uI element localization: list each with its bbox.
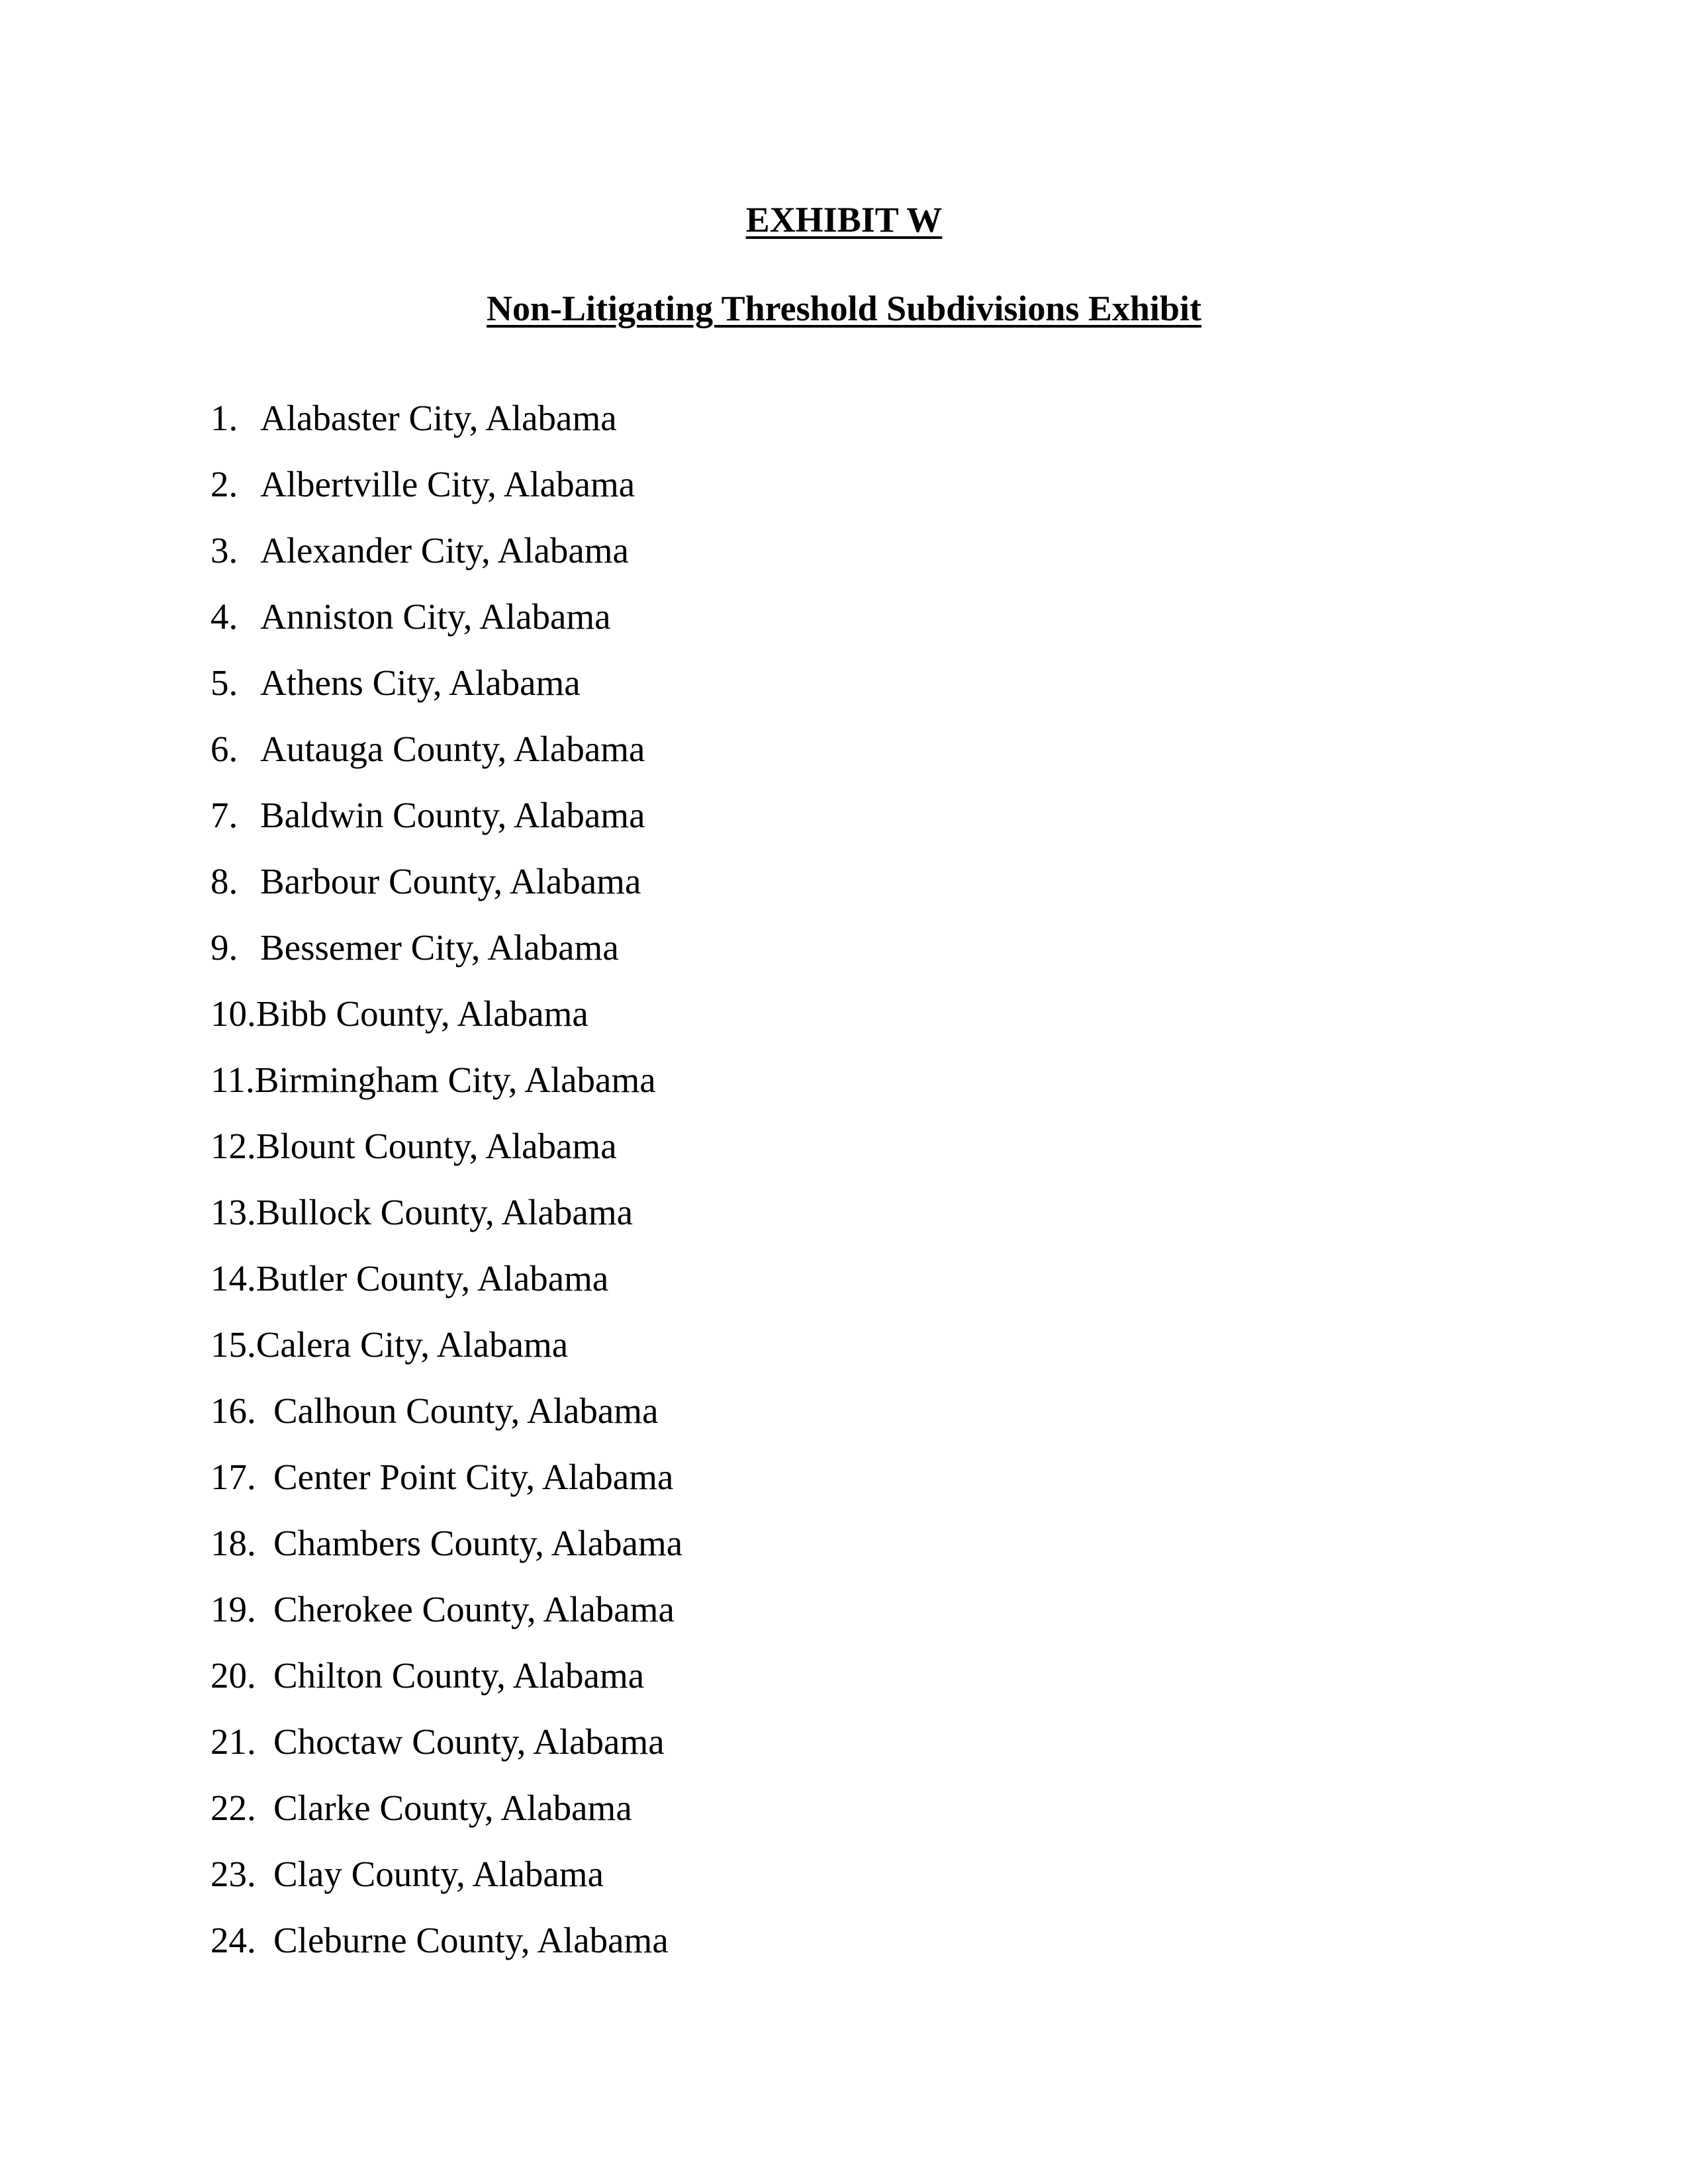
list-item <box>211 728 682 794</box>
item-number: 6. <box>211 729 238 769</box>
item-name: Alexander City, Alabama <box>260 530 629 570</box>
list-item <box>211 1456 682 1522</box>
list-item <box>211 1522 682 1588</box>
item-number: 16. <box>211 1390 256 1431</box>
item-name: Bessemer City, Alabama <box>260 927 619 968</box>
list-item <box>211 463 682 529</box>
item-number: 20. <box>211 1655 256 1696</box>
list-item <box>211 529 682 596</box>
item-name: Baldwin County, Alabama <box>260 795 645 835</box>
item-number: 15. <box>211 1324 256 1365</box>
item-name: Cherokee County, Alabama <box>273 1589 675 1629</box>
item-number: 22. <box>211 1788 256 1828</box>
item-name: Center Point City, Alabama <box>273 1457 674 1497</box>
subdivision-list <box>211 397 682 1985</box>
list-item <box>211 1588 682 1655</box>
item-name: Bullock County, Alabama <box>256 1192 633 1232</box>
item-number: 9. <box>211 927 238 968</box>
item-number: 18. <box>211 1523 256 1563</box>
list-item <box>211 596 682 662</box>
item-number: 14. <box>211 1258 256 1298</box>
item-number: 4. <box>211 596 238 637</box>
item-name: Autauga County, Alabama <box>260 729 645 769</box>
item-name: Albertville City, Alabama <box>260 464 635 504</box>
item-number: 19. <box>211 1589 256 1629</box>
item-number: 2. <box>211 464 238 504</box>
item-number: 8. <box>211 861 238 901</box>
item-name: Cleburne County, Alabama <box>273 1920 669 1960</box>
item-number: 3. <box>211 530 238 570</box>
item-name: Anniston City, Alabama <box>260 596 611 637</box>
item-name: Bibb County, Alabama <box>256 993 588 1034</box>
item-number: 5. <box>211 662 238 703</box>
item-number: 21. <box>211 1721 256 1762</box>
item-name: Chilton County, Alabama <box>273 1655 645 1696</box>
item-name: Blount County, Alabama <box>256 1126 617 1166</box>
item-name: Butler County, Alabama <box>256 1258 609 1298</box>
item-number: 12. <box>211 1126 256 1166</box>
item-number: 1. <box>211 398 238 438</box>
item-name: Chambers County, Alabama <box>273 1523 683 1563</box>
list-item <box>211 794 682 860</box>
item-name: Barbour County, Alabama <box>260 861 641 901</box>
item-number: 17. <box>211 1457 256 1497</box>
list-item <box>211 1721 682 1787</box>
list-item <box>211 993 682 1059</box>
item-number: 11. <box>211 1060 255 1100</box>
list-item <box>211 1390 682 1456</box>
exhibit-subtitle: Non-Litigating Threshold Subdivisions Exhibit <box>487 289 1201 328</box>
item-number: 7. <box>211 795 238 835</box>
item-name: Choctaw County, Alabama <box>273 1721 665 1762</box>
item-name: Alabaster City, Alabama <box>260 398 617 438</box>
list-item <box>211 1324 682 1390</box>
list-item <box>211 1853 682 1919</box>
item-name: Athens City, Alabama <box>260 662 581 703</box>
list-item <box>211 1919 682 1985</box>
item-name: Clarke County, Alabama <box>273 1788 632 1828</box>
item-number: 23. <box>211 1854 256 1894</box>
list-item <box>211 662 682 728</box>
exhibit-title: EXHIBIT W <box>745 200 943 240</box>
item-name: Birmingham City, Alabama <box>254 1060 656 1100</box>
list-item <box>211 1787 682 1853</box>
list-item <box>211 1655 682 1721</box>
item-name: Clay County, Alabama <box>273 1854 604 1894</box>
list-item <box>211 1059 682 1125</box>
list-item <box>211 1257 682 1324</box>
item-number: 13. <box>211 1192 256 1232</box>
list-item <box>211 397 682 463</box>
item-number: 10. <box>211 993 256 1034</box>
list-item <box>211 1125 682 1191</box>
item-number: 24. <box>211 1920 256 1960</box>
item-name: Calera City, Alabama <box>256 1324 569 1365</box>
item-name: Calhoun County, Alabama <box>273 1390 659 1431</box>
list-item <box>211 1191 682 1257</box>
list-item <box>211 927 682 993</box>
list-item <box>211 860 682 927</box>
